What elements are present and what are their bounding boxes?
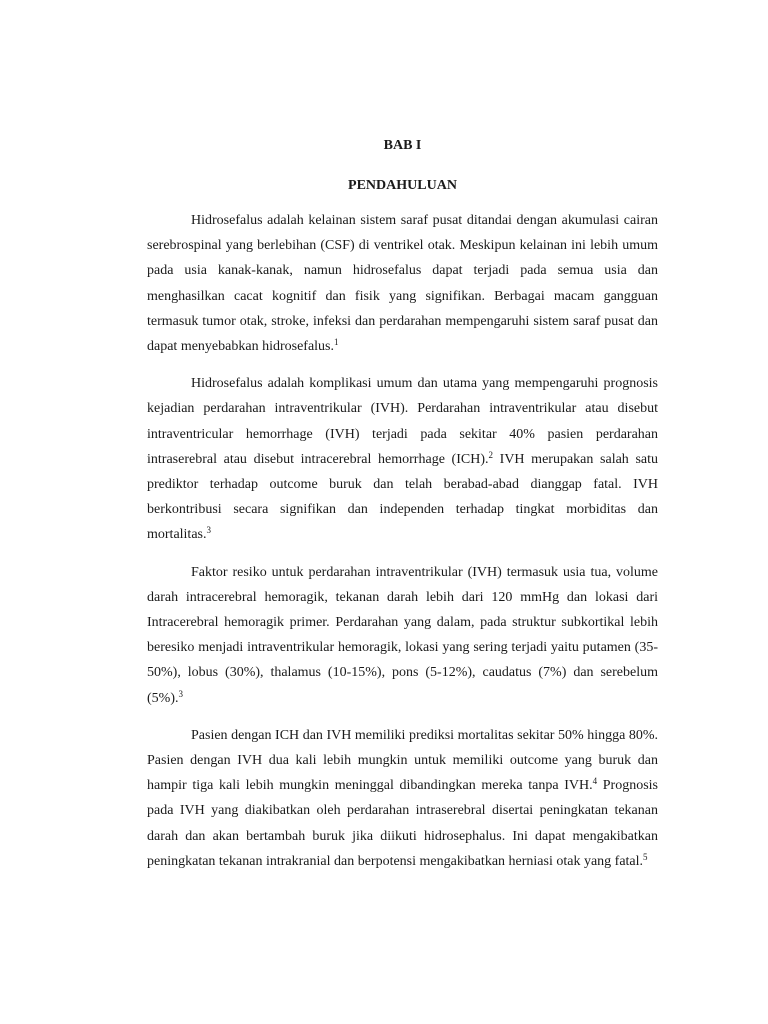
paragraph-text: Pasien dengan ICH dan IVH memiliki prediksi mortalitas sekitar 50% hingga 80%. Pasien dengan IVH dua kali lebih mungkin untuk memiliki outcome yang buruk dan hampir tiga kali lebih mungkin meninggal dibandingkan mereka tanpa IVH. xyxy=(147,727,658,794)
paragraph-text: Faktor resiko untuk perdarahan intraventrikular (IVH) termasuk usia tua, volume darah intracerebral hemoragik, tekanan darah lebih dari 120 mmHg dan lokasi dari Intracerebral hemoragik primer. Perdarahan yang dalam, pada struktur subkortikal lebih beresiko menjadi intraventrikular hemoragik, lokasi yang sering terjadi yaitu putamen (35-50%), lobus (30%), thalamus (10-15%), pons (5-12%), caudatus (7%) dan serebelum (5%). xyxy=(147,564,658,706)
chapter-title: PENDAHULUAN xyxy=(348,178,457,193)
footnote-ref: 3 xyxy=(206,525,211,536)
chapter-heading: BAB I xyxy=(383,138,422,153)
paragraph-text: Hidrosefalus adalah komplikasi umum dan utama yang mempengaruhi prognosis kejadian perdarahan intraventrikular (IVH). Perdarahan intraventrikular atau disebut intraventricular hemorrhage (IVH) terjadi pada sekitar 40% pasien perdarahan intraserebral atau disebut intracerebral hemorrhage (ICH). xyxy=(147,376,658,467)
document-page xyxy=(147,132,658,874)
paragraph-2 xyxy=(147,371,658,547)
paragraph-1 xyxy=(147,208,658,359)
paragraph-3 xyxy=(147,560,658,711)
paragraph-text: Hidrosefalus adalah kelainan sistem saraf pusat ditandai dengan akumulasi cairan serebrospinal yang berlebihan (CSF) di ventrikel otak. Meskipun kelainan ini lebih umum pada usia kanak-kanak, namun hidrosefalus dapat terjadi pada semua usia dan menghasilkan cacat kognitif dan fisik yang signifikan. Berbagai macam gangguan termasuk tumor otak, stroke, infeksi dan perdarahan mempengaruhi sistem saraf pusat dan dapat menyebabkan hidrosefalus. xyxy=(147,213,658,355)
paragraph-4 xyxy=(147,723,658,874)
paragraph-text: IVH merupakan salah satu prediktor terhadap outcome buruk dan telah berabad-abad dianggap fatal. IVH berkontribusi secara signifikan dan independen terhadap tingkat morbiditas dan mortalitas. xyxy=(147,451,658,543)
footnote-ref: 2 xyxy=(488,449,493,460)
footnote-ref: 4 xyxy=(592,776,598,787)
footnote-ref: 3 xyxy=(178,688,183,699)
footnote-ref: 1 xyxy=(334,337,339,348)
footnote-ref: 5 xyxy=(643,851,648,862)
paragraph-text: Prognosis pada IVH yang diakibatkan oleh perdarahan intraserebral disertai peningkatan tekanan darah dan akan bertambah buruk jika diikuti hidrosephalus. Ini dapat mengakibatkan peningkatan tekanan intrakranial dan berpotensi mengakibatkan herniasi otak yang fatal. xyxy=(147,778,658,869)
